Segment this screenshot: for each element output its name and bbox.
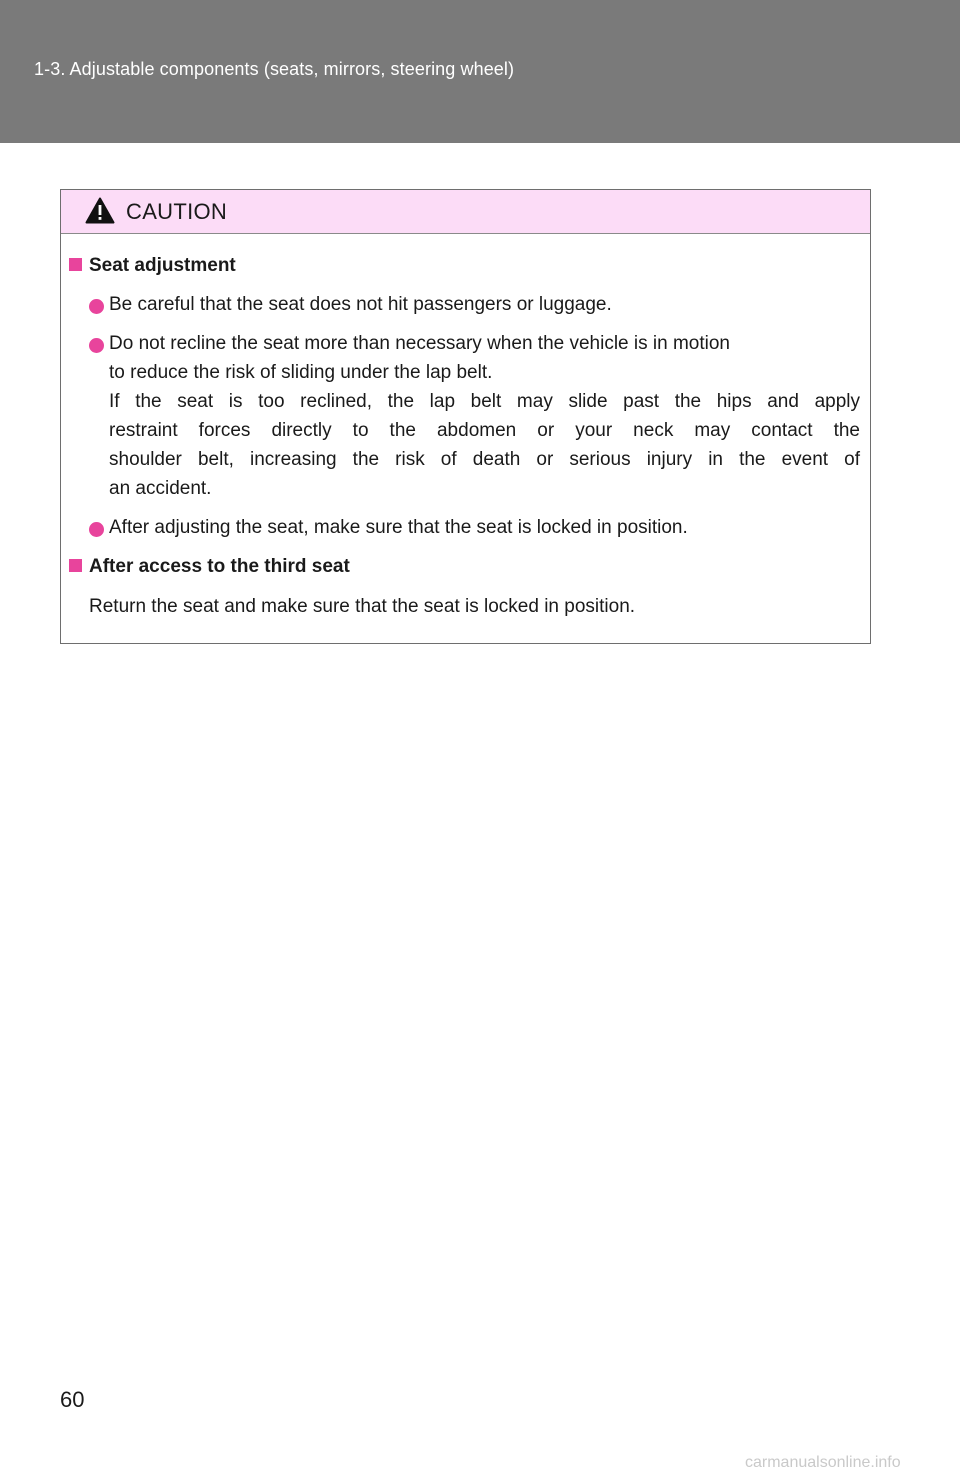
section-heading-text: After access to the third seat xyxy=(89,556,350,577)
caution-box xyxy=(60,189,871,644)
circle-bullet-icon xyxy=(89,338,104,353)
section-heading xyxy=(69,556,350,578)
detail-text: restraint forces directly to the abdomen or your neck may contact the xyxy=(109,420,860,441)
bullet-text: Be careful that the seat does not hit passengers or luggage. xyxy=(109,294,612,315)
caution-title: CAUTION xyxy=(126,199,228,224)
circle-bullet-icon xyxy=(89,299,104,314)
section-heading-text: Seat adjustment xyxy=(89,255,236,276)
warning-triangle-icon xyxy=(85,197,115,224)
detail-text: If the seat is too reclined, the lap belt may slide past the hips and apply xyxy=(109,391,860,412)
watermark: carmanualsonline.info xyxy=(745,1454,901,1471)
detail-text: an accident. xyxy=(109,478,212,499)
section-text: Return the seat and make sure that the seat is locked in position. xyxy=(89,596,636,617)
detail-text: shoulder belt, increasing the risk of death or serious injury in the event of xyxy=(109,449,860,470)
bullet-text: to reduce the risk of sliding under the lap belt. xyxy=(109,362,493,383)
bullet-text: After adjusting the seat, make sure that the seat is locked in position. xyxy=(109,517,688,538)
square-bullet-icon xyxy=(69,559,82,572)
header-band xyxy=(0,0,960,143)
bullet-text: Do not recline the seat more than necessary when the vehicle is in motion xyxy=(109,333,730,354)
square-bullet-icon xyxy=(69,258,82,271)
caution-header xyxy=(61,190,870,234)
circle-bullet-icon xyxy=(89,522,104,537)
page-number: 60 xyxy=(60,1387,85,1412)
section-heading xyxy=(69,255,236,277)
section-title: 1-3. Adjustable components (seats, mirrors, steering wheel) xyxy=(34,59,515,79)
